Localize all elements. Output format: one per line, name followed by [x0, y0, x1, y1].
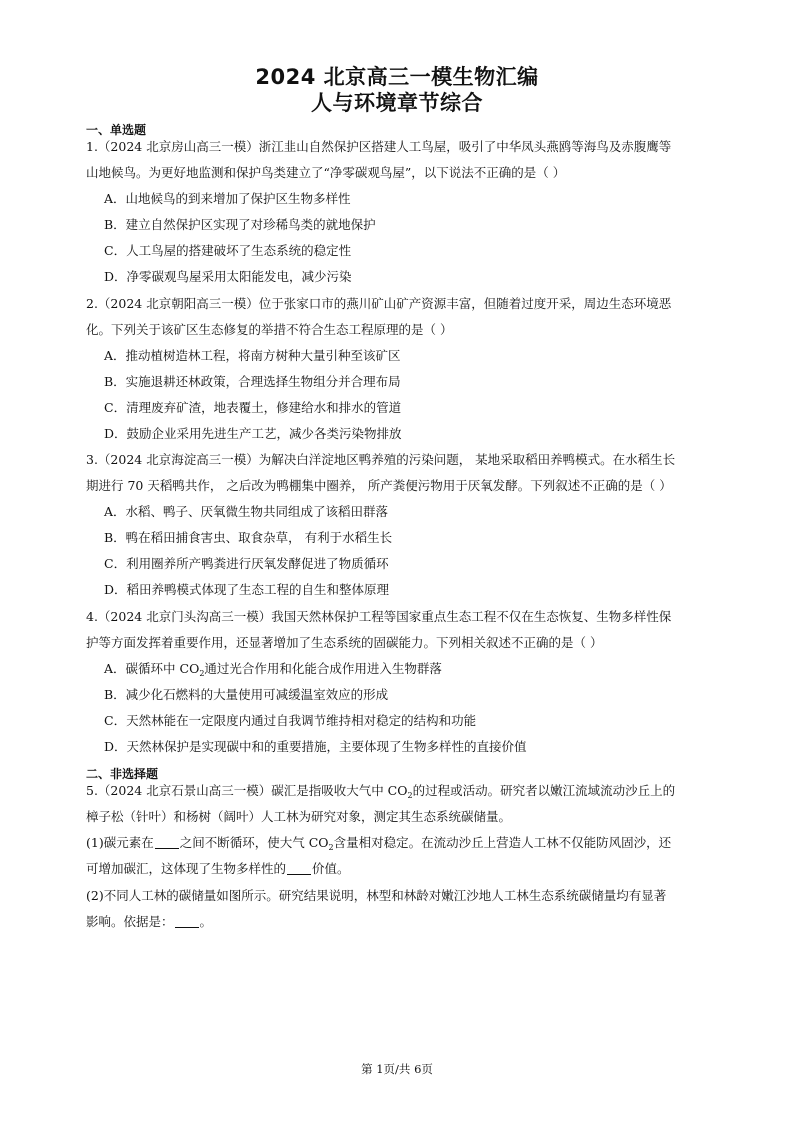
q5-part1-line1: [86, 835, 710, 851]
document-subtitle: 人与环境章节综合: [311, 91, 483, 115]
q2-stem-line1: 2.（2024 北京朝阳高三一模）位于张家口市的燕川矿山矿产资源丰富，但随着过度开采，周边生态环境恶: [86, 296, 672, 311]
page-number: 第 1页/共 6页: [361, 1062, 433, 1076]
q2-stem-line2: 化。下列关于该矿区生态修复的举措不符合生态工程原理的是（ ）: [86, 322, 453, 337]
q5-part1-subscript: 2: [328, 843, 334, 851]
q5-part1-line2-text-a: 可增加碳汇，这体现了生物多样性的: [86, 861, 287, 876]
q5-part2-line2-text-b: 。: [199, 914, 213, 929]
q1-stem-line2: 山地候鸟。为更好地监测和保护鸟类建立了“净零碳观鸟屋”，以下说法不正确的是（ ）: [86, 165, 566, 180]
q5-part2-line1: (2)不同人工林的碳储量如图所示。研究结果说明，林型和林龄对嫩江沙地人工林生态系统碳储量均有显著: [86, 888, 667, 903]
q4-option-d: D．天然林保护是实现碳中和的重要措施，主要体现了生物多样性的直接价值: [104, 739, 527, 754]
q4-stem-line1: 4.（2024 北京门头沟高三一模）我国天然林保护工程等国家重点生态工程不仅在生态恢复、生物多样性保: [86, 609, 672, 624]
q4-option-a-text-post: 通过光合作用和化能合成作用进入生物群落: [204, 661, 442, 676]
q5-stem-line1: [86, 783, 710, 799]
section-heading-single-choice: 一、单选题: [86, 123, 147, 137]
q4-option-a-subscript: 2: [199, 669, 205, 678]
q4-option-b: B．减少化石燃料的大量使用可减缓温室效应的形成: [104, 687, 389, 702]
q2-option-d: D．鼓励企业采用先进生产工艺，减少各类污染物排放: [104, 426, 402, 441]
answer-blank: [287, 862, 311, 875]
q3-option-b: B．鸭在稻田捕食害虫、取食杂草， 有利于水稻生长: [104, 530, 393, 545]
q3-stem-line1: 3.（2024 北京海淀高三一模）为解决白洋淀地区鸭养殖的污染问题， 某地采取稻田养鸭模式。在水稻生长: [86, 452, 676, 467]
q1-option-d: D．净零碳观鸟屋采用太阳能发电，减少污染: [104, 269, 352, 284]
q5-part2-line2: [86, 914, 710, 930]
q3-stem-line2: 期进行 70 天稻鸭共作， 之后改为鸭棚集中圈养， 所产粪便污物用于厌氧发酵。下列叙述不正确的是（ ）: [86, 478, 672, 493]
q5-part1-line2-text-b: 价值。: [312, 861, 350, 876]
q5-stem-line2: 樟子松（针叶）和杨树（阔叶）人工林为研究对象，测定其生态系统碳储量。: [86, 809, 512, 824]
q4-stem-line2: 护等方面发挥着重要作用，还显著增加了生态系统的固碳能力。下列相关叙述不正确的是（ ）: [86, 635, 603, 650]
q2-option-c: C．清理废弃矿渣，地表覆土，修建给水和排水的管道: [104, 400, 402, 415]
q1-option-c: C．人工鸟屋的搭建破坏了生态系统的稳定性: [104, 243, 352, 258]
q5-part2-line2-text-a: 影响。依据是：: [86, 914, 174, 929]
q5-part1-text-b: 之间不断循环，使大气 CO: [179, 835, 329, 850]
document-title: 2024 北京高三一模生物汇编: [255, 65, 539, 89]
answer-blank: [175, 915, 199, 928]
q3-option-c: C．利用圈养所产鸭粪进行厌氧发酵促进了物质循环: [104, 556, 389, 571]
section-heading-non-choice: 二、非选择题: [86, 767, 159, 781]
q5-part1-text-a: (1)碳元素在: [86, 835, 154, 850]
answer-blank: [155, 836, 179, 849]
q5-stem-subscript: 2: [407, 791, 413, 799]
q1-stem-line1: 1.（2024 北京房山高三一模）浙江韭山自然保护区搭建人工鸟屋，吸引了中华凤头燕鸥等海鸟及赤腹鹰等: [86, 139, 672, 154]
q5-stem-post: 的过程或活动。研究者以嫩江流域流动沙丘上的: [412, 783, 676, 798]
q1-option-a: A．山地候鸟的到来增加了保护区生物多样性: [104, 191, 351, 206]
q2-option-b: B．实施退耕还林政策，合理选择生物组分并合理布局: [104, 374, 401, 389]
q3-option-d: D．稻田养鸭模式体现了生态工程的自生和整体原理: [104, 582, 390, 597]
q4-option-a: [104, 661, 442, 677]
q5-stem-pre: 5.（2024 北京石景山高三一模）碳汇是指吸收大气中 CO: [86, 783, 408, 798]
q3-option-a: A．水稻、鸭子、厌氧微生物共同组成了该稻田群落: [104, 504, 389, 519]
q4-option-c: C．天然林能在一定限度内通过自我调节维持相对稳定的结构和功能: [104, 713, 477, 728]
q2-option-a: A．推动植树造林工程，将南方树种大量引种至该矿区: [104, 348, 401, 363]
q1-option-b: B．建立自然保护区实现了对珍稀鸟类的就地保护: [104, 217, 376, 232]
q5-part1-text-c: 含量相对稳定。在流动沙丘上营造人工林不仅能防风固沙，还: [333, 835, 672, 850]
q4-option-a-text-pre: A．碳循环中 CO: [104, 661, 200, 676]
q5-part1-line2: [86, 861, 710, 877]
